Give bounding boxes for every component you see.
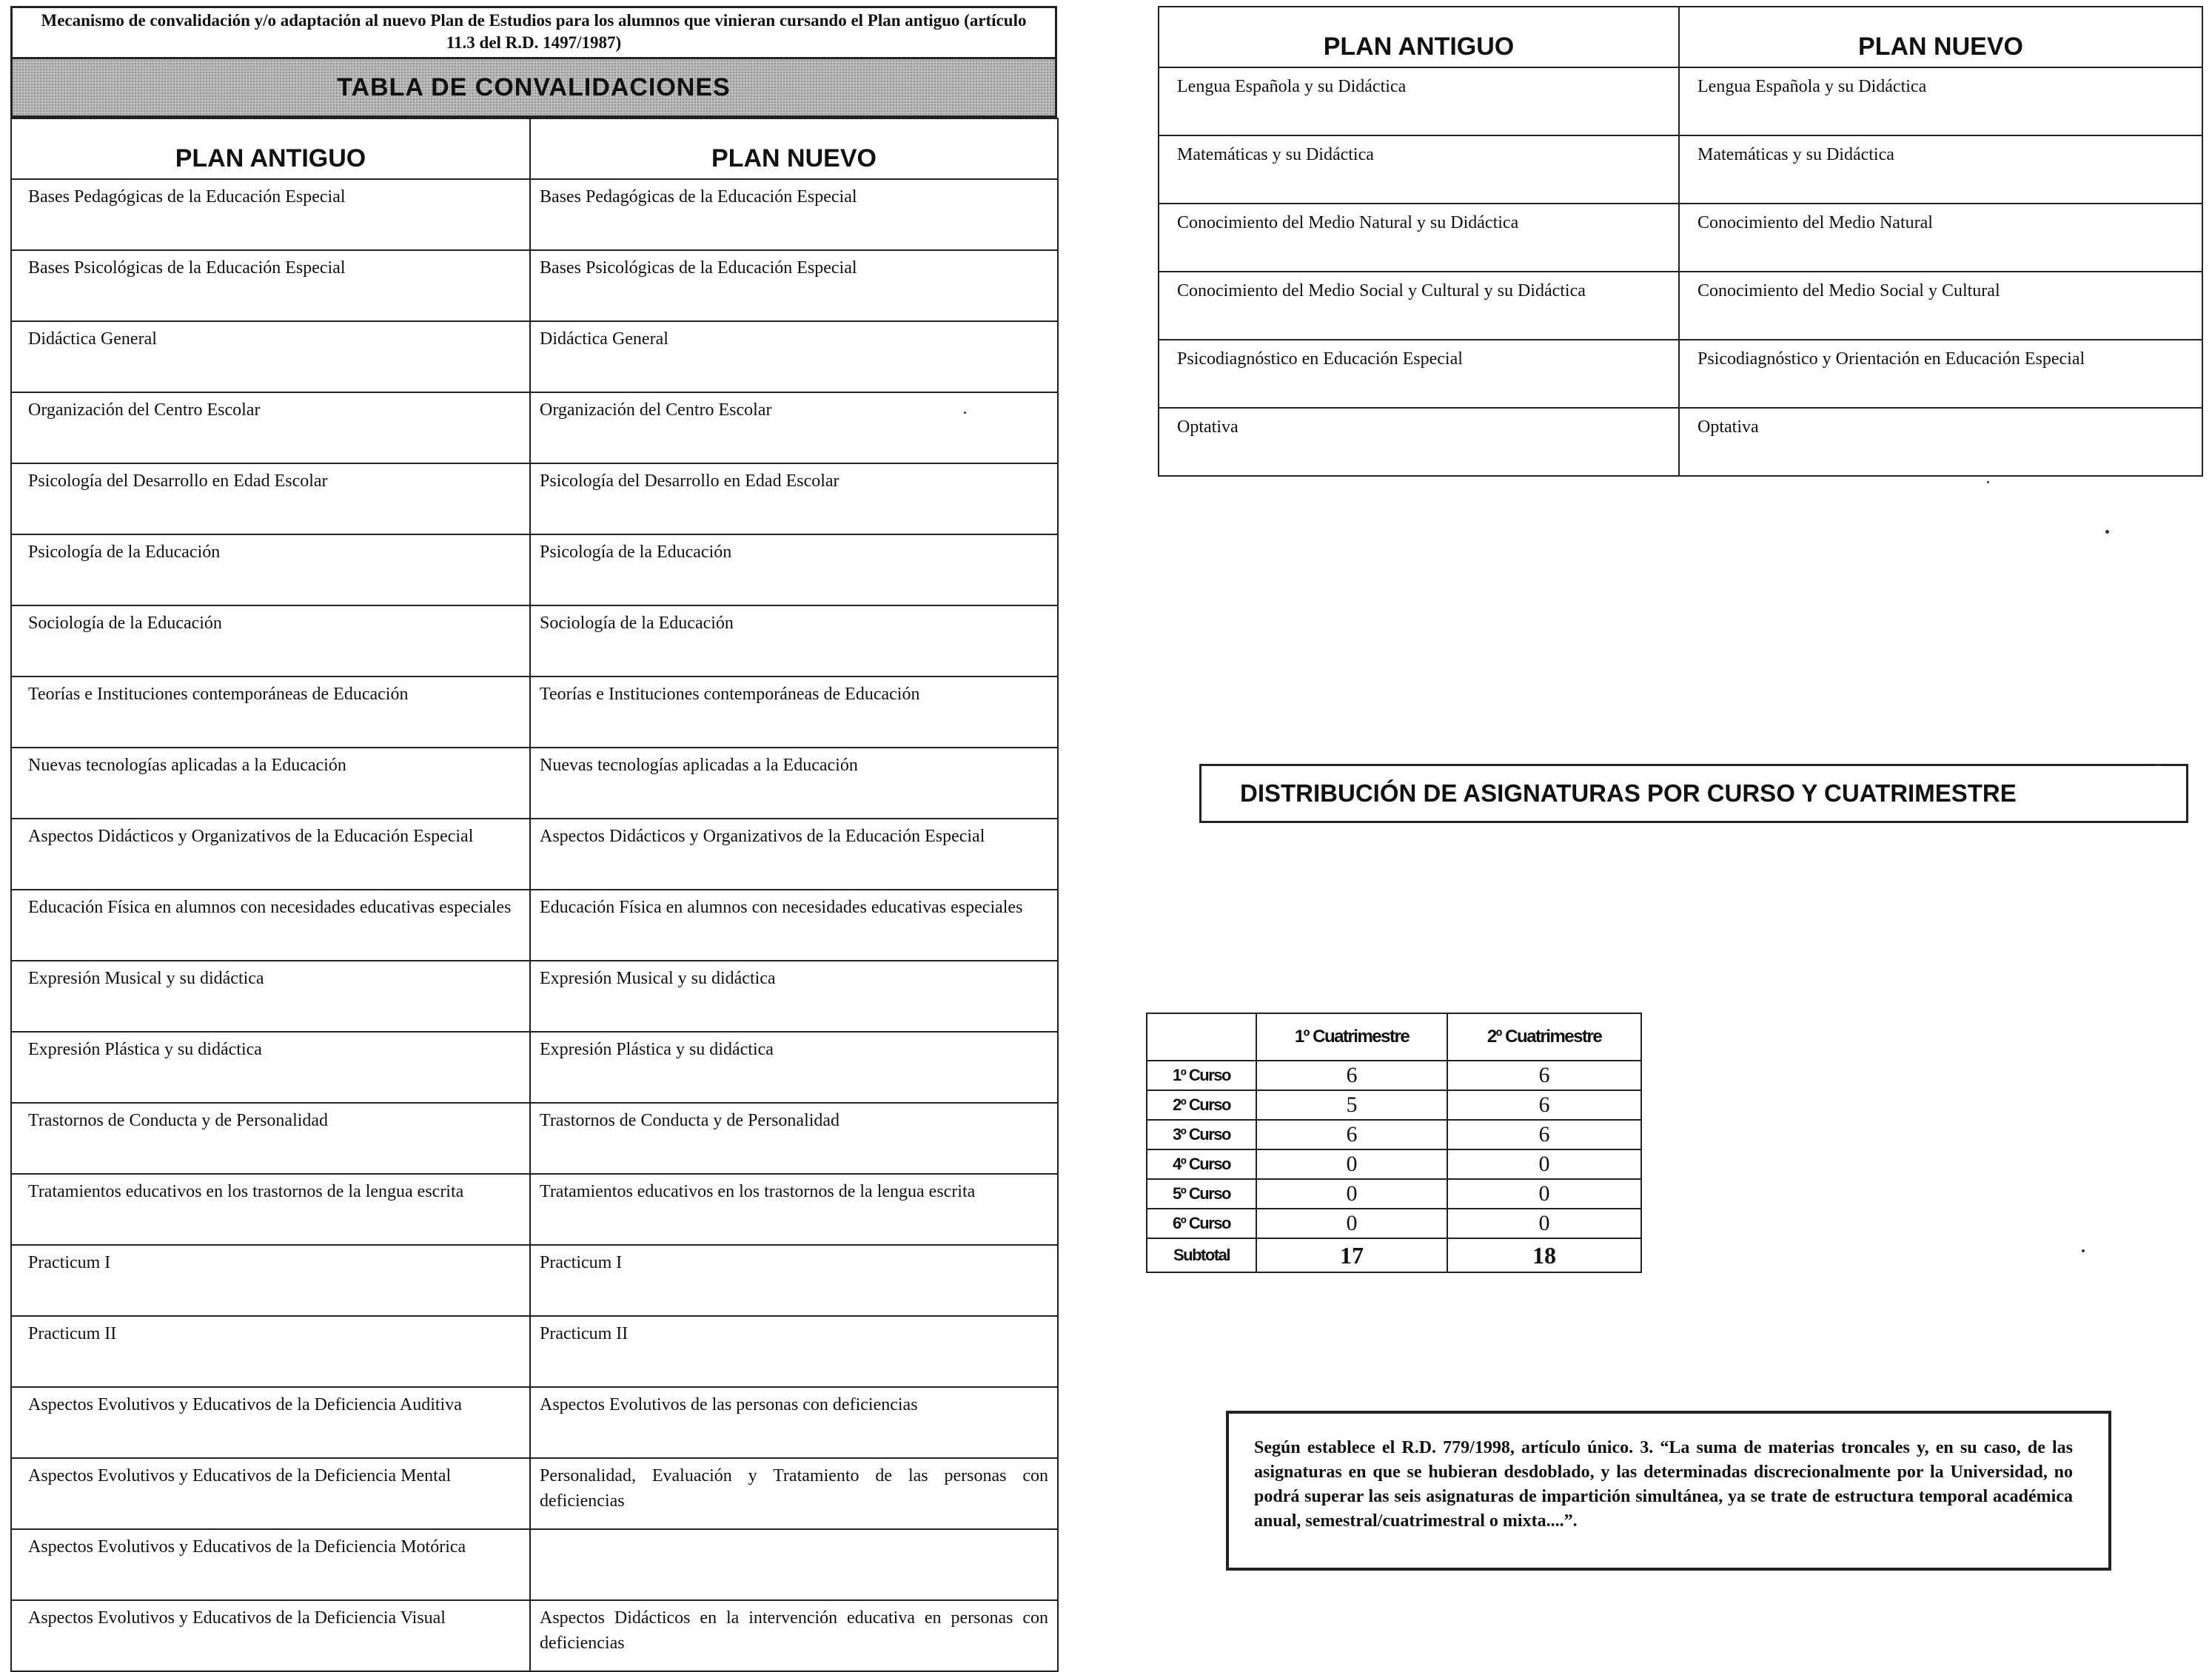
convalidation-continued-panel	[1158, 6, 2202, 477]
new-plan-subject: Practicum II	[530, 1316, 1058, 1387]
column-header-old-plan: PLAN ANTIGUO	[11, 118, 530, 179]
table-row	[1159, 204, 2202, 272]
new-plan-subject: Educación Física en alumnos con necesidades educativas especiales	[530, 890, 1058, 961]
old-plan-subject: Bases Psicológicas de la Educación Especial	[11, 250, 530, 321]
old-plan-subject: Conocimiento del Medio Social y Cultural y su Didáctica	[1159, 272, 1679, 340]
table-row	[11, 321, 1058, 392]
table-row	[11, 819, 1058, 890]
second-term-count: 6	[1447, 1061, 1641, 1090]
old-plan-subject: Expresión Plástica y su didáctica	[11, 1032, 530, 1103]
table-row	[11, 1103, 1058, 1174]
corner-cell	[1147, 1013, 1256, 1061]
column-header-first-term: 1º Cuatrimestre	[1256, 1013, 1447, 1061]
table-row	[11, 890, 1058, 961]
new-plan-subject: Psicodiagnóstico y Orientación en Educación Especial	[1679, 340, 2202, 408]
distribution-title-box	[1199, 764, 2188, 823]
old-plan-subject: Conocimiento del Medio Natural y su Didáctica	[1159, 204, 1679, 272]
row-label: Subtotal	[1147, 1238, 1256, 1272]
new-plan-subject: Conocimiento del Medio Social y Cultural	[1679, 272, 2202, 340]
old-plan-subject: Educación Física en alumnos con necesidades educativas especiales	[11, 890, 530, 961]
table-row	[11, 1387, 1058, 1458]
table-row	[11, 534, 1058, 605]
second-term-count: 6	[1447, 1120, 1641, 1149]
convalidation-panel	[10, 6, 1057, 1672]
old-plan-subject: Practicum II	[11, 1316, 530, 1387]
column-header-new-plan: PLAN NUEVO	[1679, 7, 2202, 67]
table-row	[11, 1458, 1058, 1529]
new-plan-subject: Matemáticas y su Didáctica	[1679, 135, 2202, 204]
new-plan-subject: Psicología del Desarrollo en Edad Escolar	[530, 463, 1058, 534]
row-label: 6º Curso	[1147, 1209, 1256, 1238]
new-plan-subject: Optativa	[1679, 408, 2202, 476]
old-plan-subject: Aspectos Evolutivos y Educativos de la Deficiencia Auditiva	[11, 1387, 530, 1458]
new-plan-subject: Aspectos Didácticos en la intervención educativa en personas con deficiencias	[530, 1600, 1058, 1671]
scan-speck	[2154, 764, 2162, 766]
second-term-count: 0	[1447, 1179, 1641, 1209]
old-plan-subject: Psicología del Desarrollo en Edad Escolar	[11, 463, 530, 534]
table-row	[11, 1032, 1058, 1103]
first-term-count: 0	[1256, 1149, 1447, 1179]
table-row	[11, 1529, 1058, 1600]
table-header-row	[11, 118, 1058, 179]
new-plan-subject: Didáctica General	[530, 321, 1058, 392]
old-plan-subject: Psicología de la Educación	[11, 534, 530, 605]
course-header-row	[1147, 1013, 1641, 1061]
old-plan-subject: Practicum I	[11, 1245, 530, 1316]
new-plan-subject: Teorías e Instituciones contemporáneas de Educación	[530, 676, 1058, 748]
convalidation-continued-table	[1158, 6, 2203, 477]
table-header-row	[1159, 7, 2202, 67]
table-row	[11, 250, 1058, 321]
old-plan-subject: Teorías e Instituciones contemporáneas de Educación	[11, 676, 530, 748]
convalidation-continued-body	[1159, 67, 2202, 476]
old-plan-subject: Bases Pedagógicas de la Educación Especial	[11, 179, 530, 250]
row-label: 3º Curso	[1147, 1120, 1256, 1149]
row-label: 2º Curso	[1147, 1090, 1256, 1120]
new-plan-subject: Bases Pedagógicas de la Educación Especial	[530, 179, 1058, 250]
old-plan-subject: Organización del Centro Escolar	[11, 392, 530, 463]
scan-speck	[2105, 530, 2109, 534]
course-row	[1147, 1179, 1641, 1209]
course-row	[1147, 1209, 1641, 1238]
new-plan-subject: Tratamientos educativos en los trastornos de la lengua escrita	[530, 1174, 1058, 1245]
table-row	[1159, 67, 2202, 135]
new-plan-subject: Aspectos Didácticos y Organizativos de la Educación Especial	[530, 819, 1058, 890]
old-plan-subject: Matemáticas y su Didáctica	[1159, 135, 1679, 204]
old-plan-subject: Aspectos Didácticos y Organizativos de la Educación Especial	[11, 819, 530, 890]
course-table-body	[1147, 1061, 1641, 1272]
new-plan-subject: Aspectos Evolutivos de las personas con deficiencias	[530, 1387, 1058, 1458]
first-term-count: 6	[1256, 1120, 1447, 1149]
new-plan-subject: Psicología de la Educación	[530, 534, 1058, 605]
course-distribution-table	[1146, 1013, 1642, 1273]
old-plan-subject: Aspectos Evolutivos y Educativos de la Deficiencia Motórica	[11, 1529, 530, 1600]
old-plan-subject: Trastornos de Conducta y de Personalidad	[11, 1103, 530, 1174]
table-row	[11, 1316, 1058, 1387]
new-plan-subject: Expresión Musical y su didáctica	[530, 961, 1058, 1032]
intro-text: Mecanismo de convalidación y/o adaptación al nuevo Plan de Estudios para los alumnos que vinieran cursando el Plan antiguo (artículo 11.3 del R.D. 1497/1987)	[10, 6, 1057, 57]
table-row	[11, 1600, 1058, 1671]
course-distribution-panel	[1146, 1013, 1642, 1273]
new-plan-subject: Organización del Centro Escolar	[530, 392, 1058, 463]
table-row	[11, 463, 1058, 534]
table-row	[11, 1174, 1058, 1245]
old-plan-subject: Nuevas tecnologías aplicadas a la Educación	[11, 748, 530, 819]
new-plan-subject: Nuevas tecnologías aplicadas a la Educación	[530, 748, 1058, 819]
table-row	[11, 1245, 1058, 1316]
course-row	[1147, 1120, 1641, 1149]
new-plan-subject: Sociología de la Educación	[530, 605, 1058, 676]
table-row	[11, 676, 1058, 748]
second-term-count: 18	[1447, 1238, 1641, 1272]
first-term-count: 0	[1256, 1179, 1447, 1209]
course-row	[1147, 1149, 1641, 1179]
first-term-count: 0	[1256, 1209, 1447, 1238]
old-plan-subject: Psicodiagnóstico en Educación Especial	[1159, 340, 1679, 408]
column-header-second-term: 2º Cuatrimestre	[1447, 1013, 1641, 1061]
new-plan-subject: Lengua Española y su Didáctica	[1679, 67, 2202, 135]
legal-note-text: Según establece el R.D. 779/1998, artículo único. 3. “La suma de materias troncales y, en su caso, de las asignaturas en que se hubieran desdoblado, y las determinadas discrecionalmente por la Universidad, no podrá superar las seis asignaturas de impartición simultánea, ya se trate de estructura temporal académica anual, semestral/cuatrimestral o mixta....”.	[1254, 1438, 2073, 1531]
first-term-count: 17	[1256, 1238, 1447, 1272]
old-plan-subject: Lengua Española y su Didáctica	[1159, 67, 1679, 135]
table-row	[11, 392, 1058, 463]
banner-title: TABLA DE CONVALIDACIONES	[337, 73, 731, 101]
subtotal-row	[1147, 1238, 1641, 1272]
table-row	[11, 748, 1058, 819]
convalidation-banner	[10, 57, 1057, 118]
old-plan-subject: Aspectos Evolutivos y Educativos de la Deficiencia Mental	[11, 1458, 530, 1529]
second-term-count: 0	[1447, 1209, 1641, 1238]
table-row	[11, 605, 1058, 676]
convalidation-table	[10, 118, 1059, 1672]
second-term-count: 6	[1447, 1090, 1641, 1120]
old-plan-subject: Optativa	[1159, 408, 1679, 476]
old-plan-subject: Expresión Musical y su didáctica	[11, 961, 530, 1032]
legal-note-box	[1226, 1411, 2111, 1571]
scan-speck	[964, 412, 966, 414]
row-label: 4º Curso	[1147, 1149, 1256, 1179]
old-plan-subject: Tratamientos educativos en los trastornos de la lengua escrita	[11, 1174, 530, 1245]
row-label: 5º Curso	[1147, 1179, 1256, 1209]
old-plan-subject: Didáctica General	[11, 321, 530, 392]
old-plan-subject: Sociología de la Educación	[11, 605, 530, 676]
new-plan-subject	[530, 1529, 1058, 1600]
course-row	[1147, 1090, 1641, 1120]
column-header-new-plan: PLAN NUEVO	[530, 118, 1058, 179]
scan-speck	[1987, 481, 1989, 483]
distribution-title: DISTRIBUCIÓN DE ASIGNATURAS POR CURSO Y CUATRIMESTRE	[1240, 779, 2017, 807]
first-term-count: 5	[1256, 1090, 1447, 1120]
table-row	[1159, 340, 2202, 408]
new-plan-subject: Conocimiento del Medio Natural	[1679, 204, 2202, 272]
new-plan-subject: Practicum I	[530, 1245, 1058, 1316]
table-row	[11, 179, 1058, 250]
row-label: 1º Curso	[1147, 1061, 1256, 1090]
scan-speck	[2082, 1249, 2085, 1252]
new-plan-subject: Bases Psicológicas de la Educación Especial	[530, 250, 1058, 321]
new-plan-subject: Personalidad, Evaluación y Tratamiento de las personas con deficiencias	[530, 1458, 1058, 1529]
table-row	[1159, 272, 2202, 340]
new-plan-subject: Expresión Plástica y su didáctica	[530, 1032, 1058, 1103]
table-row	[11, 961, 1058, 1032]
old-plan-subject: Aspectos Evolutivos y Educativos de la Deficiencia Visual	[11, 1600, 530, 1671]
second-term-count: 0	[1447, 1149, 1641, 1179]
table-row	[1159, 135, 2202, 204]
new-plan-subject: Trastornos de Conducta y de Personalidad	[530, 1103, 1058, 1174]
column-header-old-plan: PLAN ANTIGUO	[1159, 7, 1679, 67]
convalidation-table-body	[11, 179, 1058, 1671]
table-row	[1159, 408, 2202, 476]
course-row	[1147, 1061, 1641, 1090]
first-term-count: 6	[1256, 1061, 1447, 1090]
